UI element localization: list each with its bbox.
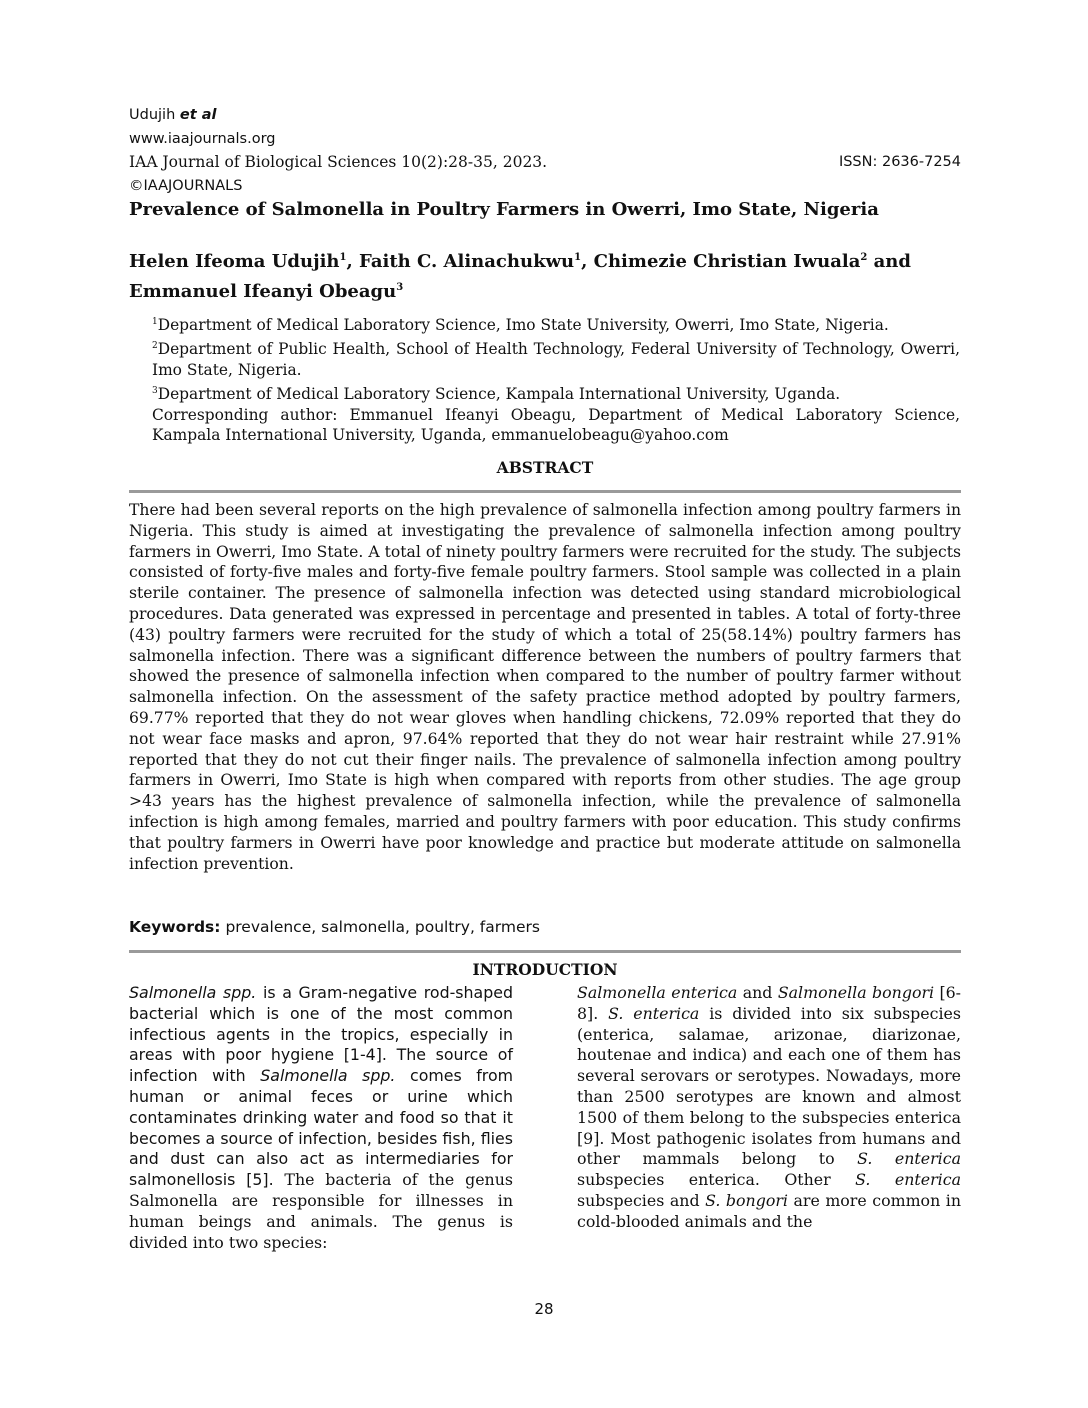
header-issn: ISSN: 2636-7254: [838, 154, 961, 170]
text-run: are more common in cold-blooded animals and the: [577, 1190, 962, 1231]
author-affiliation-mark: 1: [339, 252, 347, 263]
header-website[interactable]: www.iaajournals.org: [129, 130, 276, 147]
introduction-right-column: [577, 983, 961, 1233]
header-journal-row: [129, 151, 961, 175]
running-header: [129, 104, 961, 198]
author-name: Chimezie Christian Iwuala: [593, 251, 861, 272]
text-run: subspecies and: [577, 1190, 706, 1210]
text-run: S. enterica: [857, 1149, 961, 1169]
author-name: Faith C. Alinachukwu: [359, 251, 575, 272]
text-run: S. enterica: [855, 1170, 961, 1190]
page-number: 28: [534, 1300, 554, 1318]
text-run: subspecies enterica. Other: [577, 1170, 856, 1190]
author-affiliation-mark: 3: [396, 282, 404, 293]
keywords-label: Keywords:: [129, 918, 221, 936]
corresponding-author: Corresponding author: Emmanuel Ifeanyi Obeagu, Department of Medical Laboratory Science, Kampala International University, Uganda, emmanuelobeagu@yahoo.com: [152, 405, 960, 445]
abstract-top-rule: [129, 490, 961, 493]
text-run: is divided into six subspecies (enterica, salamae, arizonae, diarizonae, houtenae and indica) and each one of them has several serovars or serotypes. Nowadays, more than 2500 serotypes are known and almost 1500 of them belong to the subspecies enterica [9]. Most pathogenic isolates from humans and other mammals belong to: [577, 1003, 961, 1169]
abstract-bottom-rule: [129, 950, 961, 953]
author-affiliation-mark: 1: [574, 252, 582, 263]
text-run: and: [737, 983, 778, 1002]
text-run: The bacteria of the genus Salmonella are responsible for illnesses in human beings and animals. The genus is divided into two species:: [129, 1170, 513, 1252]
text-run: is a Gram-negative rod-shaped bacterial which is one of the most common infectious agents in the tropics, especially in areas with poor hygiene [1-4]. The source of infection with: [129, 983, 513, 1086]
header-copyright: ©IAAJOURNALS: [129, 177, 243, 194]
text-run: S. enterica: [608, 1003, 700, 1023]
paper-title: Prevalence of Salmonella in Poultry Farmers in Owerri, Imo State, Nigeria: [129, 199, 879, 220]
header-author-etal: et al: [179, 107, 217, 123]
text-run: Salmonella spp.: [260, 1066, 396, 1086]
author-name: Helen Ifeoma Udujih: [129, 251, 340, 272]
affiliation-3: $^3$Department of Medical Laboratory Science, Kampala International University, Uganda.: [152, 384, 841, 403]
text-run: Salmonella bongori: [777, 983, 935, 1002]
header-journal: IAA Journal of Biological Sciences 10(2):28-35, 2023.: [129, 153, 548, 171]
text-run: comes from human or animal feces or urine which contaminates drinking water and food so that it becomes a source of infection, besides fish, flies and dust can also act as intermediaries for salmonellosis [5].: [129, 1066, 514, 1190]
keywords-list: prevalence, salmonella, poultry, farmers: [225, 918, 540, 936]
author-list: Helen Ifeoma Udujih$^1$, Faith C. Alinachukwu$^1$, Chimezie Christian Iwuala$^2$ and Emmanuel Ifeanyi Obeagu$^3$: [129, 251, 911, 302]
header-author-name: Udujih: [129, 107, 176, 123]
affiliations: [152, 312, 960, 446]
affiliation-1: $^1$Department of Medical Laboratory Science, Imo State University, Owerri, Imo State, Nigeria.: [152, 316, 889, 335]
introduction-heading: INTRODUCTION: [472, 960, 618, 979]
text-run: Salmonella enterica: [577, 983, 738, 1002]
header-author: [129, 104, 961, 128]
author-name: Emmanuel Ifeanyi Obeagu: [129, 281, 397, 302]
affiliation-2: $^2$Department of Public Health, School of Health Technology, Federal University of Technology, Owerri, Imo State, Nigeria.: [152, 340, 960, 379]
keywords: [129, 918, 961, 936]
author-affiliation-mark: 2: [860, 252, 868, 263]
abstract-heading: ABSTRACT: [496, 458, 594, 477]
text-run: S. bongori: [705, 1190, 788, 1210]
text-run: Salmonella spp.: [129, 983, 257, 1002]
text-run: [6-8].: [577, 983, 962, 1023]
abstract-text: There had been several reports on the high prevalence of salmonella infection among poultry farmers in Nigeria. This study is aimed at investigating the prevalence of salmonella infection among poultry farmers in Owerri, Imo State. A total of ninety poultry farmers were recruited for the study. The subjects consisted of forty-five males and forty-five female poultry farmers. Stool sample was collected in a plain sterile container. The presence of salmonella infection was detected using standard microbiological procedures. Data generated was expressed in percentage and presented in tables. A total of forty-three (43) poultry farmers were recruited for the study of which a total of 25(58.14%) poultry farmers has salmonella infection. There was a significant difference between the numbers of poultry farmers that showed the presence of salmonella infection when compared to the number of poultry farmer without salmonella infection. On the assessment of the safety practice method adopted by poultry farmers, 69.77% reported that they do not wear gloves when handling chickens, 72.09% reported that they do not wear face masks and apron, 97.64% reported that they do not wear hair restraint while 27.91% reported that they do not cut their finger nails. The prevalence of salmonella infection among poultry farmers in Owerri, Imo State is high when compared with reports from other studies. The age group >43 years has the highest prevalence of salmonella infection, while the prevalence of salmonella infection is high among females, married and poultry farmers with poor education. This study confirms that poultry farmers in Owerri have poor knowledge and practice but moderate attitude on salmonella infection prevention.: [129, 501, 961, 873]
introduction-left-column: [129, 983, 513, 1253]
